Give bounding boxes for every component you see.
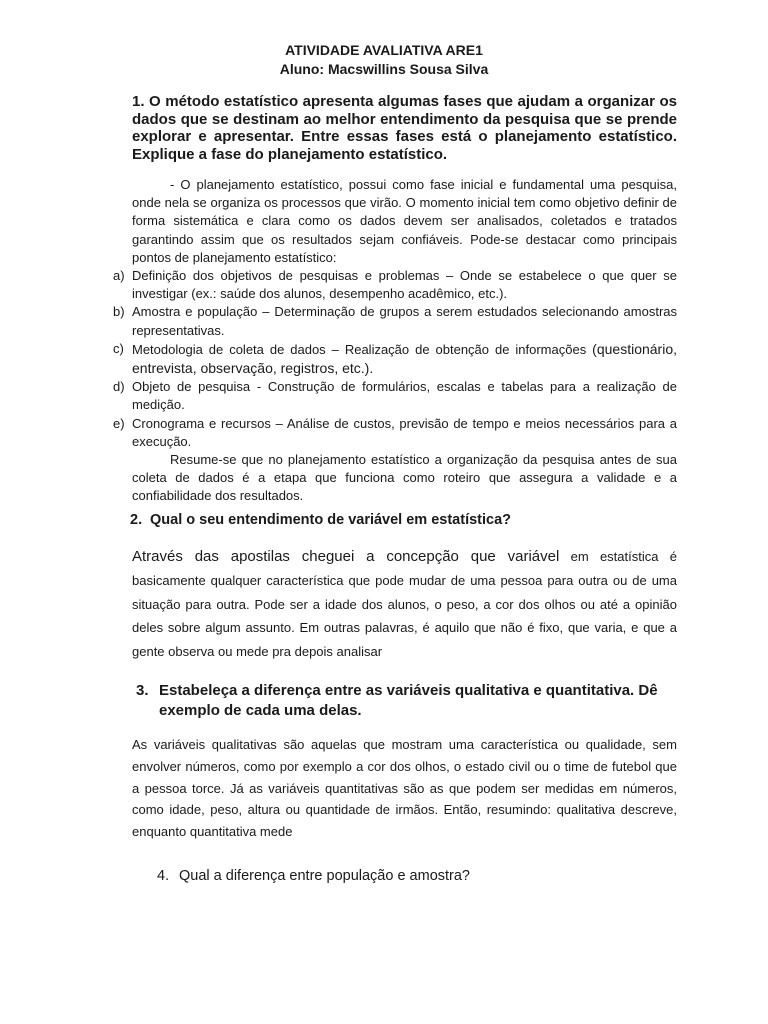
answer-2 — [132, 545, 677, 664]
list-item-letter: e) — [113, 415, 125, 431]
planning-points-list — [113, 267, 677, 451]
question-2-text: Qual o seu entendimento de variável em estatística? — [150, 512, 512, 528]
list-item-text: Metodologia de coleta de dados – Realização de obtenção de informações — [132, 341, 587, 357]
answer-2-lead: Através das apostilas cheguei a concepção que variável — [132, 548, 560, 565]
question-4 — [157, 867, 657, 886]
list-item-letter: c) — [113, 340, 124, 356]
question-2-number: 2. — [130, 512, 143, 528]
list-item — [113, 303, 677, 339]
list-item-body — [132, 340, 677, 378]
list-item-extra-text: (questionário, entrevista, observação, registros, etc.). — [132, 340, 677, 377]
question-1: 1. O método estatístico apresenta algumas fases que ajudam a organizar os dados que se destinam ao melhor entendimento da pesquisa que se prende explorar e apresentar. Entre essas fases está o planejamento estatístico. Explique a fase do planejamento estatístico. — [132, 93, 677, 163]
question-3-text: Estabeleça a diferença entre as variáveis qualitativa e quantitativa. Dê exemplo de cada uma delas. — [159, 682, 658, 719]
answer-3: As variáveis qualitativas são aquelas que mostram uma característica ou qualidade, sem envolver números, como por exemplo a cor dos olhos, o estado civil ou o time de futebol que a pessoa torce. Já as variáveis quantitativas são as que podem ser medidas em números, como idade, peso, altura ou quantidade de irmãos. Então, resumindo: qualitativa descreve, enquanto quantitativa mede — [132, 737, 677, 840]
list-item — [113, 378, 677, 414]
list-item-letter: a) — [113, 268, 125, 284]
list-item-text: Objeto de pesquisa - Construção de formulários, escalas e tabelas para a realização de medição. — [132, 379, 677, 413]
list-item-letter: b) — [113, 304, 125, 320]
question-4-text: Qual a diferença entre população e amostra? — [179, 868, 470, 884]
list-item — [113, 415, 677, 451]
question-3-number: 3. — [136, 682, 149, 699]
document-header — [0, 41, 768, 79]
list-item-text: Amostra e população – Determinação de grupos a serem estudados selecionando amostras representativas. — [132, 304, 677, 338]
list-item-letter: d) — [113, 379, 125, 395]
question-4-number: 4. — [157, 868, 170, 884]
answer-1-conclusion: Resume-se que no planejamento estatístico a organização da pesquisa antes de sua coleta de dados é a etapa que funciona como roteiro que assegura a validade e a confiabilidade dos resultados. — [132, 452, 677, 504]
document-title: ATIVIDADE AVALIATIVA ARE1 — [285, 42, 483, 58]
question-2 — [130, 511, 690, 530]
answer-1 — [113, 176, 677, 506]
list-item-text: Cronograma e recursos – Análise de custos, previsão de tempo e meios necessários para a execução. — [132, 415, 677, 449]
answer-2-text: em estatística é basicamente qualquer característica que pode mudar de uma pessoa para outra ou de uma situação para outra. Pode ser a idade dos alunos, o peso, a cor dos olhos ou até a opinião deles sobre algum assunto. Em outras palavras, é aquilo que não é fixo, que varia, e que a gente observa ou mede pra depois analisar — [132, 549, 677, 660]
list-item — [113, 267, 677, 303]
student-name: Aluno: Macswillins Sousa Silva — [279, 61, 489, 77]
question-3 — [136, 681, 681, 720]
list-item-text: Definição dos objetivos de pesquisas e problemas – Onde se estabelece o que quer se investigar (ex.: saúde dos alunos, desempenho acadêmico, etc.). — [132, 268, 677, 302]
list-item — [113, 340, 677, 378]
answer-1-intro: - O planejamento estatístico, possui como fase inicial e fundamental uma pesquisa, onde nela se organiza os processos que virão. O momento inicial tem como objetivo definir de forma sistemática e clara como os dados devem ser analisados, coletados e tratados garantindo assim que os resultados sejam confiáveis. Pode-se destacar como principais pontos de planejamento estatístico: — [132, 177, 677, 265]
